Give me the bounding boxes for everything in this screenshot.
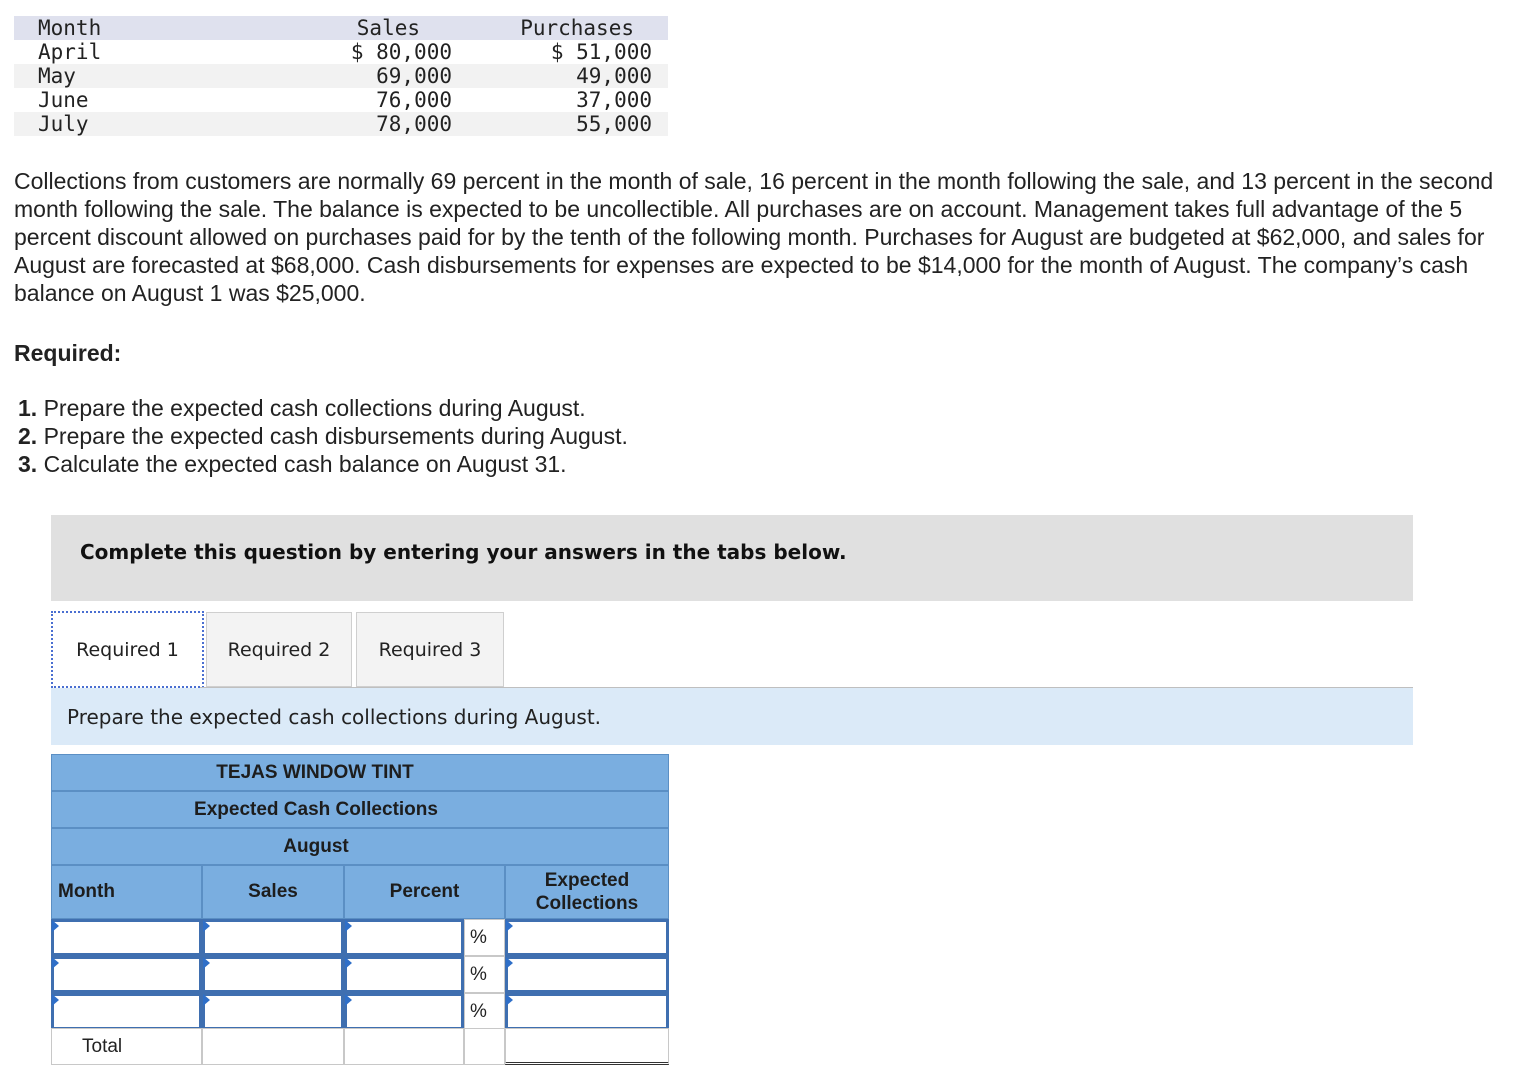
required-item-number: 1. xyxy=(18,395,38,421)
required-list xyxy=(18,394,628,478)
percent-sign: % xyxy=(464,919,505,956)
percent-cell xyxy=(344,956,464,993)
table-row xyxy=(14,112,668,136)
total-label: Total xyxy=(51,1028,202,1065)
month-cell xyxy=(51,919,202,956)
schedule-title-row xyxy=(51,791,669,828)
header-sales: Sales xyxy=(356,16,420,40)
sales-input[interactable] xyxy=(205,996,341,1027)
tab-required-2[interactable]: Required 2 xyxy=(206,612,352,687)
percent-cell xyxy=(344,919,464,956)
header-purchases: Purchases xyxy=(520,16,634,40)
expected-collections-input[interactable] xyxy=(508,959,666,990)
tab-required-3[interactable]: Required 3 xyxy=(356,612,504,687)
percent-input[interactable] xyxy=(347,922,461,953)
expected-collections-input[interactable] xyxy=(508,996,666,1027)
problem-narrative: Collections from customers are normally 69 percent in the month of sale, 16 percent in the month following the sale, and 13 percent in the second month following the sale. The balance is expected to be uncollectible. All purchases are on account. Management takes full advantage of the 5 percent discount allowed on purchases paid for by the tenth of the following month. Purchases for August are budgeted at $62,000, and sales for August are forecasted at $68,000. Cash disbursements for expenses are expected to be $14,000 for the month of August. The company’s cash balance on August 1 was $25,000. xyxy=(14,168,1494,306)
required-item xyxy=(18,422,628,450)
required-item-text: Prepare the expected cash collections during August. xyxy=(37,395,586,421)
expected-cell xyxy=(505,956,669,993)
sales-input[interactable] xyxy=(205,959,341,990)
table-header-row xyxy=(14,16,668,40)
required-item-text: Calculate the expected cash balance on August 31. xyxy=(37,451,567,477)
total-expected-collections xyxy=(505,1028,669,1065)
month-input[interactable] xyxy=(54,922,199,953)
header-month: Month xyxy=(38,16,102,40)
required-item xyxy=(18,394,628,422)
required-item-text: Prepare the expected cash disbursements during August. xyxy=(37,423,628,449)
company-name: TEJAS WINDOW TINT xyxy=(216,761,414,783)
row-purchases: 49,000 xyxy=(576,64,652,88)
percent-input[interactable] xyxy=(347,959,461,990)
row-purchases: $ 51,000 xyxy=(550,40,652,64)
percent-sign: % xyxy=(464,993,505,1030)
required-item xyxy=(18,450,628,478)
tab-required-1[interactable]: Required 1 xyxy=(51,611,204,688)
row-sales: 69,000 xyxy=(376,64,452,88)
month-cell xyxy=(51,993,202,1030)
instruction-banner xyxy=(51,515,1413,601)
tab-prompt-bar xyxy=(51,688,1413,745)
percent-input[interactable] xyxy=(347,996,461,1027)
total-sales-cell xyxy=(202,1028,344,1065)
sales-cell xyxy=(202,919,344,956)
sales-cell xyxy=(202,956,344,993)
column-header-month: Month xyxy=(51,865,202,919)
required-heading: Required: xyxy=(14,340,122,366)
sales-cell xyxy=(202,993,344,1030)
expected-cell xyxy=(505,919,669,956)
row-month: April xyxy=(38,40,102,64)
table-row xyxy=(14,40,668,64)
column-header-sales: Sales xyxy=(202,865,344,919)
table-row xyxy=(14,64,668,88)
row-month: May xyxy=(38,64,76,88)
row-purchases: 37,000 xyxy=(576,88,652,112)
expected-cell xyxy=(505,993,669,1030)
required-item-number: 2. xyxy=(18,423,38,449)
row-purchases: 55,000 xyxy=(576,112,652,136)
schedule-period: August xyxy=(283,835,349,857)
row-month: June xyxy=(38,88,89,112)
row-sales: 76,000 xyxy=(376,88,452,112)
total-percent-sign-cell xyxy=(464,1028,505,1065)
period-row xyxy=(51,828,669,865)
column-header-expected-collections: Expected Collections xyxy=(505,865,669,919)
instruction-text: Complete this question by entering your answers in the tabs below. xyxy=(80,540,847,564)
row-sales: 78,000 xyxy=(376,112,452,136)
expected-collections-input[interactable] xyxy=(508,922,666,953)
sales-input[interactable] xyxy=(205,922,341,953)
month-cell xyxy=(51,956,202,993)
column-header-percent: Percent xyxy=(344,865,505,919)
required-item-number: 3. xyxy=(18,451,38,477)
sales-purchases-table xyxy=(14,16,668,136)
table-row xyxy=(14,88,668,112)
month-input[interactable] xyxy=(54,996,199,1027)
schedule-title: Expected Cash Collections xyxy=(194,798,438,820)
total-percent-cell xyxy=(344,1028,464,1065)
tab-prompt-text: Prepare the expected cash collections during August. xyxy=(67,705,602,729)
row-month: July xyxy=(38,112,89,136)
row-sales: $ 80,000 xyxy=(350,40,452,64)
month-input[interactable] xyxy=(54,959,199,990)
percent-cell xyxy=(344,993,464,1030)
percent-sign: % xyxy=(464,956,505,993)
company-name-row xyxy=(51,754,669,791)
